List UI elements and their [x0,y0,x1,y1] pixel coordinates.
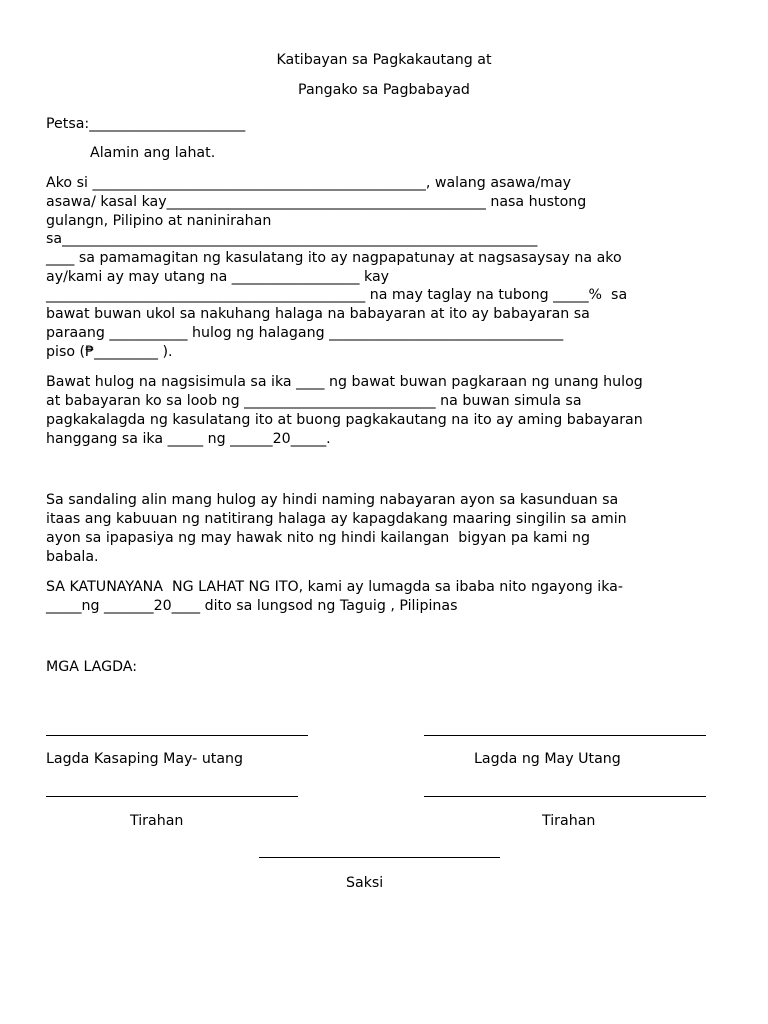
paragraph-4-line: _____ng _______20____ dito sa lungsod ng Taguig , Pilipinas [46,598,458,614]
paragraph-2-line: pagkakalagda ng kasulatang ito at buong pagkakautang na ito ay aming babayaran [46,412,643,428]
paragraph-1-line: _____________________________________________ na may taglay na tubong _____% sa [46,287,628,303]
document-title-line1: Katibayan sa Pagkakautang at [276,52,492,68]
paragraph-3-line: Sa sandaling alin mang hulog ay hindi naming nabayaran ayon sa kasunduan sa [46,492,619,508]
greeting: Alamin ang lahat. [90,145,216,161]
paragraph-4-line: SA KATUNAYANA NG LAHAT NG ITO, kami ay lumagda sa ibaba nito ngayong ika- [46,579,623,595]
paragraph-2-line: at babayaran ko sa loob ng ___________________________ na buwan simula sa [46,393,582,409]
paragraph-3-line: itaas ang kabuuan ng natitirang halaga ay kapagdakang maaring singilin sa amin [46,511,627,527]
paragraph-1-line: ay/kami ay may utang na __________________ kay [46,269,390,285]
right-address-line [424,796,706,799]
paragraph-3-line: babala. [46,549,99,565]
paragraph-1-line: sa___________________________________________________________________ [46,231,538,247]
paragraph-2-line: hanggang sa ika _____ ng ______20_____. [46,431,331,447]
left-signature-line [46,735,308,738]
witness-signature-line [259,857,500,860]
right-address-label: Tirahan [542,813,596,829]
signatures-heading: MGA LAGDA: [46,659,138,675]
paragraph-1-line: ____ sa pamamagitan ng kasulatang ito ay nagpapatunay at nagsasaysay na ako [46,250,622,266]
witness-label: Saksi [346,875,384,891]
left-address-label: Tirahan [130,813,184,829]
document-title-line2: Pangako sa Pagbabayad [298,82,470,98]
paragraph-1-line: Ako si _______________________________________________, walang asawa/may [46,175,572,191]
left-address-line [46,796,298,799]
date-field: Petsa:______________________ [46,116,246,132]
right-signature-label: Lagda ng May Utang [474,751,621,767]
right-signature-line [424,735,706,738]
paragraph-3-line: ayon sa ipapasiya ng may hawak nito ng hindi kailangan bigyan pa kami ng [46,530,590,546]
paragraph-1-line: gulangn, Pilipino at naninirahan [46,213,272,229]
left-signature-label: Lagda Kasaping May- utang [46,751,244,767]
paragraph-2-line: Bawat hulog na nagsisimula sa ika ____ ng bawat buwan pagkaraan ng unang hulog [46,374,643,390]
paragraph-1-line: asawa/ kasal kay_____________________________________________ nasa hustong [46,194,587,210]
paragraph-1-line: paraang ___________ hulog ng halagang _________________________________ [46,325,564,341]
paragraph-1-line: piso (₱_________ ). [46,344,173,360]
paragraph-1-line: bawat buwan ukol sa nakuhang halaga na babayaran at ito ay babayaran sa [46,306,590,322]
